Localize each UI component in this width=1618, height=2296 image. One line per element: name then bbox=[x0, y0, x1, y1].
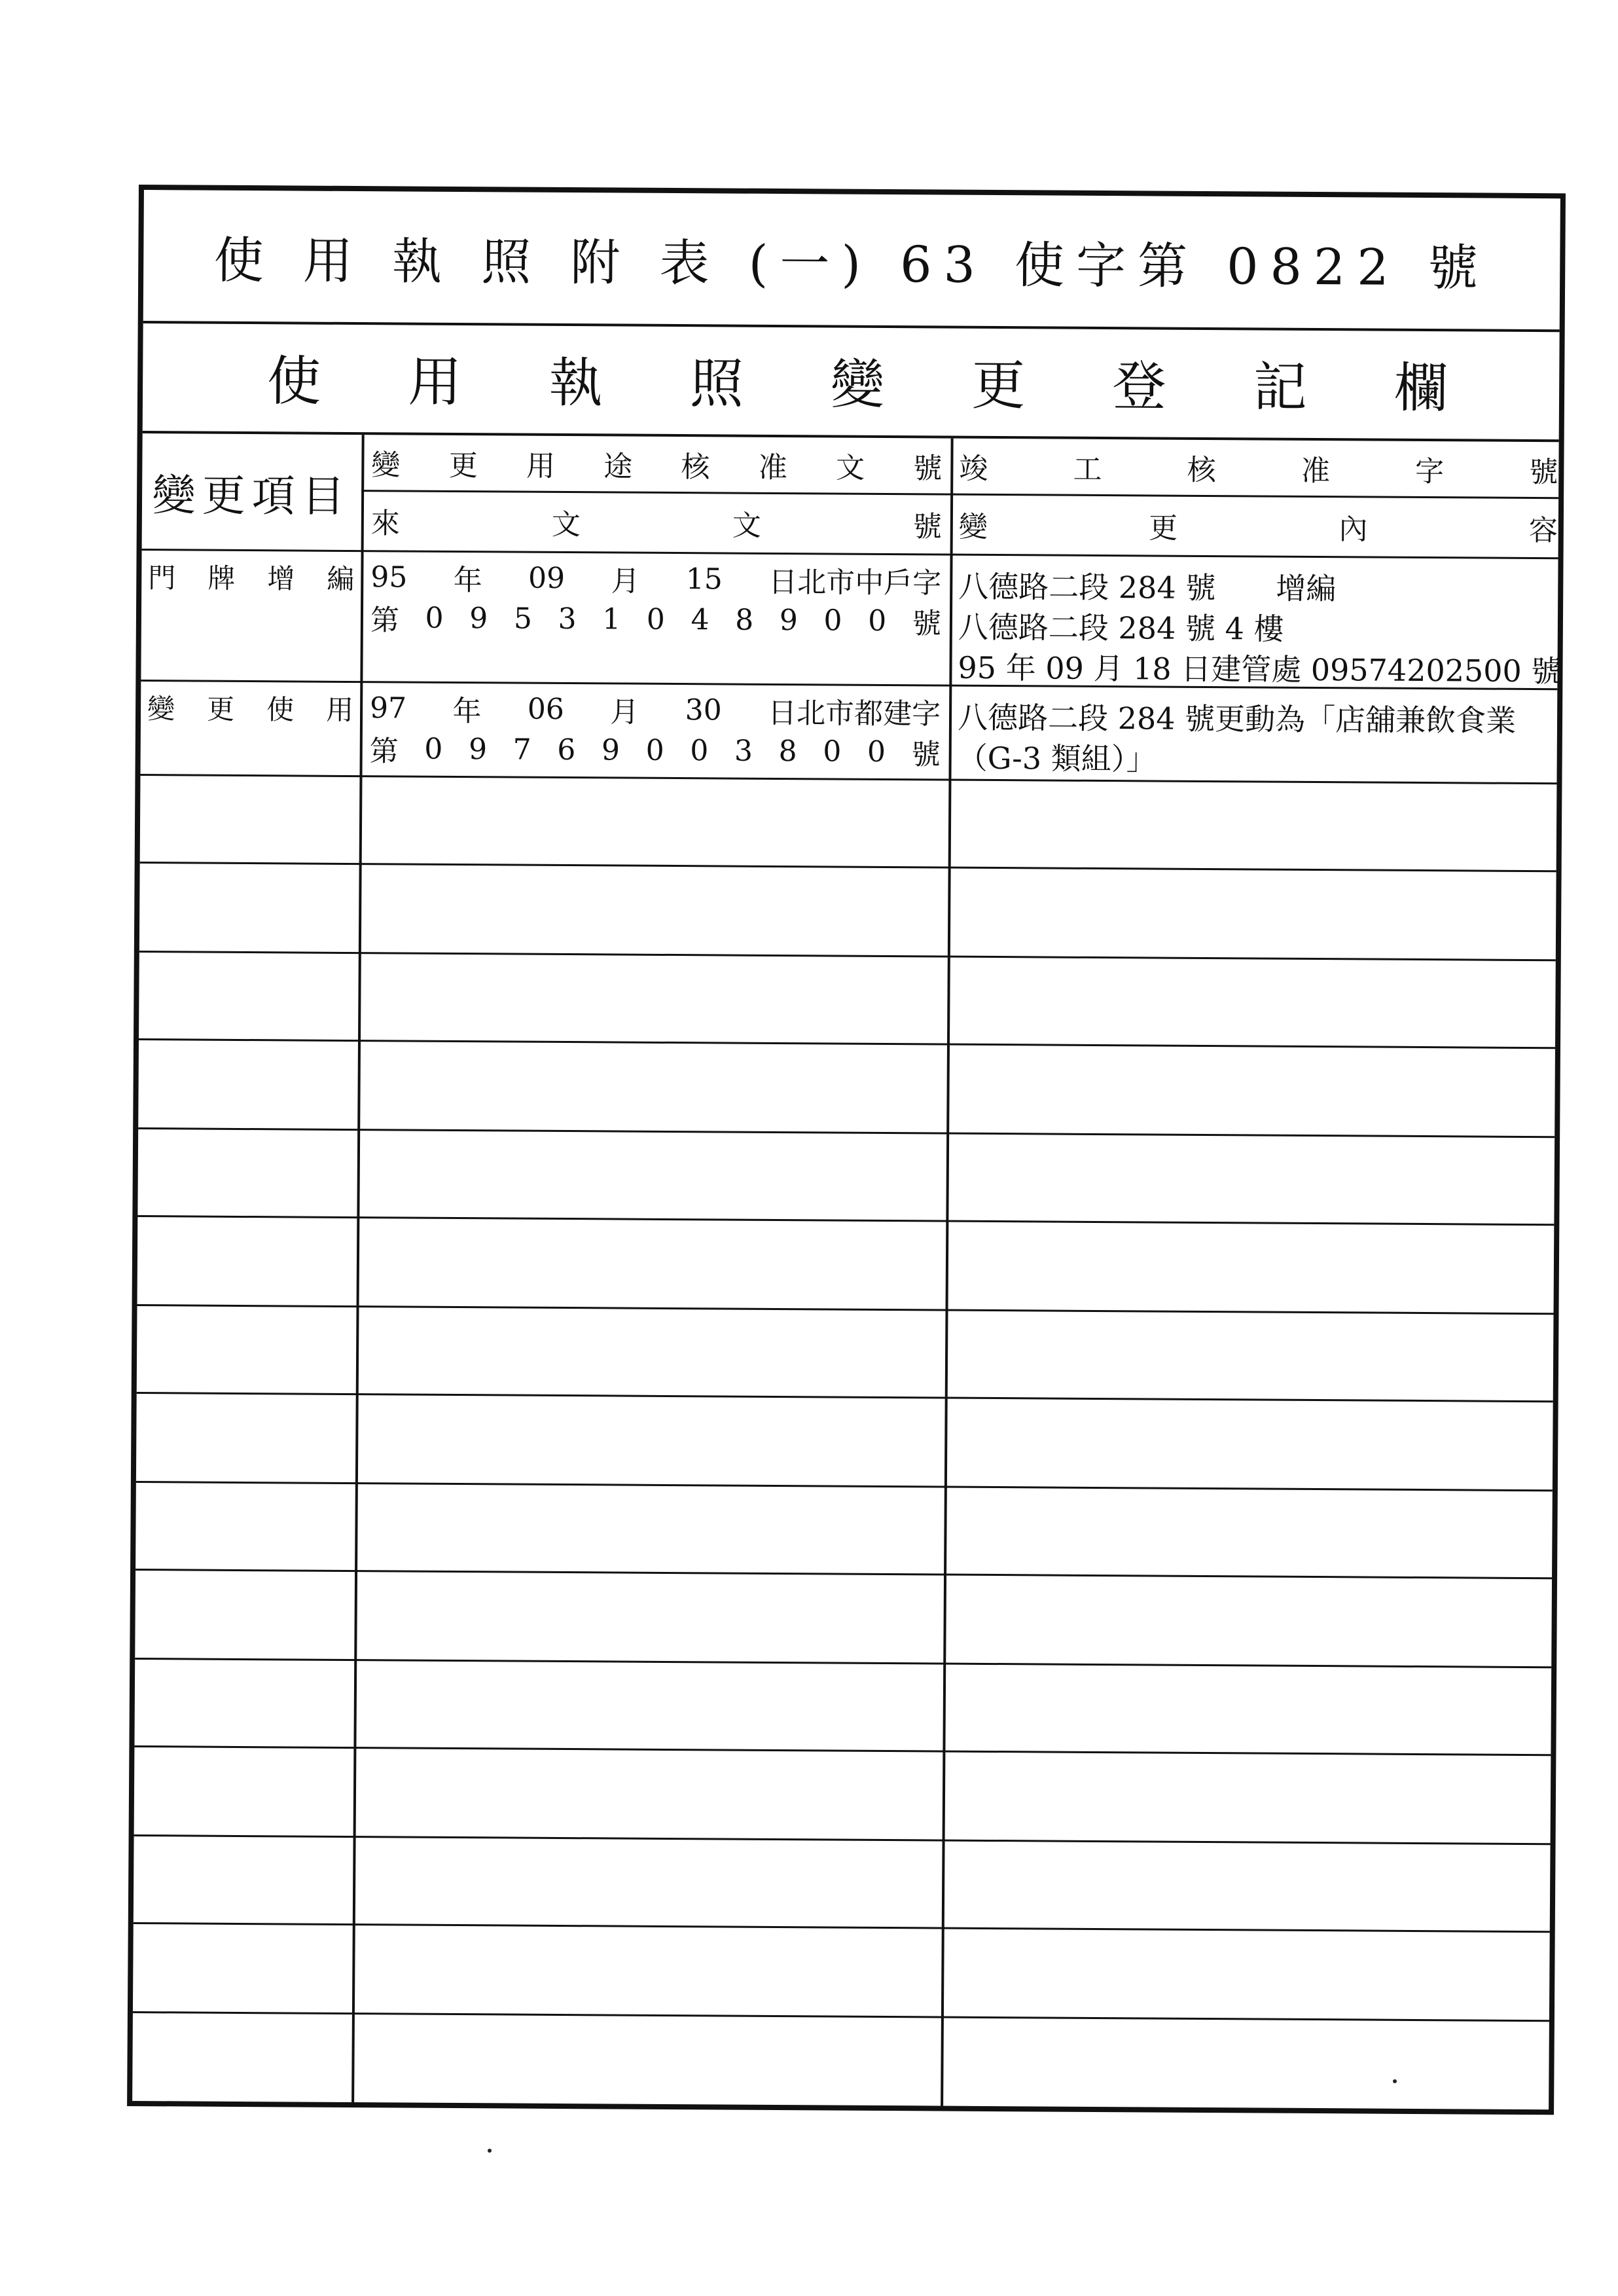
doc-digit: 號 bbox=[912, 607, 941, 641]
header-incoming-doc-no bbox=[371, 491, 943, 553]
section-title-char: 變 bbox=[830, 353, 885, 416]
header-char: 核 bbox=[1187, 453, 1216, 488]
row-line bbox=[140, 862, 1556, 872]
header-char: 用 bbox=[526, 449, 556, 483]
doc-digit: 0 bbox=[425, 601, 444, 635]
doc-digit: 0 bbox=[645, 733, 664, 767]
change-record-table bbox=[132, 433, 1562, 2109]
header-approval-doc-no bbox=[371, 435, 942, 493]
doc-part: 月 bbox=[610, 695, 639, 729]
doc-part: 95 bbox=[370, 560, 408, 594]
doc-part: 日北市都建字 bbox=[767, 696, 941, 731]
doc-digit: 0 bbox=[424, 732, 443, 766]
column-divider bbox=[351, 435, 365, 2102]
row-line bbox=[137, 1392, 1553, 1402]
doc-part: 年 bbox=[453, 563, 482, 598]
header-char: 文 bbox=[732, 509, 761, 543]
section-title-char: 欄 bbox=[1393, 357, 1448, 420]
row-item-char: 增 bbox=[267, 562, 295, 595]
header-char: 字 bbox=[1414, 454, 1445, 489]
section-title-char: 登 bbox=[1112, 355, 1166, 418]
row-line bbox=[134, 1922, 1550, 1933]
row-content-line: 八德路二段 284 號 增編 bbox=[958, 568, 1337, 607]
row-content-line: 八德路二段 284 號更動為「店舖兼飲食業 bbox=[957, 699, 1517, 738]
header-char: 來 bbox=[370, 507, 400, 541]
doc-part: 年 bbox=[452, 694, 482, 729]
row-item-label bbox=[148, 558, 354, 596]
row-line bbox=[135, 1658, 1551, 1668]
row-item-char: 更 bbox=[206, 693, 235, 725]
header-char: 文 bbox=[835, 451, 865, 485]
row-content-line: 八德路二段 284 號 4 樓 bbox=[958, 609, 1284, 647]
license-change-form bbox=[127, 185, 1566, 2115]
row-line bbox=[134, 1745, 1551, 1756]
doc-digit: 9 bbox=[469, 601, 488, 635]
section-title-char: 記 bbox=[1253, 355, 1308, 419]
doc-digit: 號 bbox=[911, 738, 941, 772]
doc-part: 30 bbox=[685, 693, 722, 727]
row-line bbox=[134, 1834, 1551, 1845]
row-line bbox=[139, 1038, 1555, 1049]
doc-part: 97 bbox=[369, 691, 407, 725]
scan-speck bbox=[1393, 2079, 1397, 2083]
doc-digit: 0 bbox=[823, 603, 842, 638]
header-change-item-label: 變更項目 bbox=[152, 469, 351, 522]
header-char: 准 bbox=[758, 450, 787, 485]
row-line bbox=[138, 1127, 1555, 1138]
section-title-char: 使 bbox=[266, 350, 321, 413]
doc-part: 09 bbox=[528, 561, 566, 595]
doc-digit: 0 bbox=[646, 602, 666, 636]
section-title-char: 用 bbox=[408, 351, 462, 414]
header-change-content bbox=[959, 495, 1558, 558]
row-doc-date bbox=[370, 556, 941, 600]
header-change-item bbox=[142, 433, 362, 550]
doc-digit: 4 bbox=[691, 602, 710, 636]
doc-digit: 9 bbox=[468, 732, 488, 766]
doc-digit: 6 bbox=[557, 733, 576, 767]
header-char: 號 bbox=[913, 452, 943, 486]
page-title-text: 使 用 執 照 附 表 (一) 63 使字第 0822 號 bbox=[213, 230, 1490, 297]
row-item-char: 門 bbox=[148, 562, 176, 594]
section-title-char: 更 bbox=[971, 354, 1026, 417]
row-item-char: 變 bbox=[147, 693, 175, 725]
row-line bbox=[136, 1481, 1553, 1491]
doc-digit: 8 bbox=[735, 603, 754, 637]
doc-digit: 0 bbox=[690, 733, 709, 767]
row-doc-number bbox=[370, 728, 941, 772]
doc-part: 06 bbox=[527, 692, 565, 726]
header-char: 更 bbox=[1148, 511, 1178, 545]
doc-digit: 0 bbox=[867, 735, 886, 769]
row-content-line: （G-3 類組）」 bbox=[957, 740, 1157, 777]
doc-digit: 9 bbox=[601, 733, 620, 767]
header-char: 變 bbox=[958, 510, 988, 544]
header-char: 更 bbox=[448, 448, 478, 483]
section-title-char: 執 bbox=[548, 352, 603, 414]
page-title bbox=[143, 190, 1560, 332]
header-char: 文 bbox=[551, 507, 581, 542]
doc-digit: 7 bbox=[512, 733, 531, 767]
doc-part: 日北市中戶字 bbox=[768, 565, 942, 600]
doc-digit: 3 bbox=[558, 602, 577, 636]
row-item-char: 牌 bbox=[207, 562, 236, 594]
header-completion-no bbox=[959, 439, 1558, 498]
header-char: 號 bbox=[1529, 455, 1558, 490]
row-line bbox=[137, 1304, 1554, 1315]
row-doc-date bbox=[370, 687, 941, 731]
header-char: 竣 bbox=[959, 452, 988, 486]
header-char: 核 bbox=[681, 450, 710, 484]
header-char: 變 bbox=[371, 448, 401, 483]
header-char: 號 bbox=[912, 510, 942, 544]
row-item-char: 使 bbox=[266, 693, 295, 726]
doc-digit: 0 bbox=[868, 604, 887, 638]
row-item-char: 用 bbox=[325, 693, 354, 727]
doc-digit: 1 bbox=[602, 602, 621, 636]
row-line bbox=[140, 774, 1556, 784]
header-char: 內 bbox=[1339, 513, 1368, 547]
section-title-char: 照 bbox=[689, 352, 744, 416]
section-title bbox=[143, 321, 1560, 442]
row-item-char: 編 bbox=[327, 562, 355, 596]
doc-digit: 第 bbox=[370, 604, 400, 638]
doc-digit: 3 bbox=[734, 734, 753, 768]
doc-digit: 8 bbox=[778, 734, 797, 768]
doc-digit: 5 bbox=[513, 602, 533, 636]
row-line bbox=[133, 2011, 1549, 2022]
column-divider bbox=[941, 439, 954, 2106]
row-content-line: 95 年 09 月 18 日建管處 09574202500 號 bbox=[958, 649, 1562, 689]
scan-speck bbox=[488, 2149, 492, 2153]
header-char: 途 bbox=[603, 450, 633, 484]
row-doc-number bbox=[370, 597, 941, 641]
row-line bbox=[139, 951, 1556, 961]
row-line bbox=[135, 1569, 1552, 1579]
row-line bbox=[137, 1215, 1554, 1226]
doc-digit: 9 bbox=[779, 603, 799, 637]
doc-part: 15 bbox=[685, 562, 723, 596]
doc-digit: 第 bbox=[369, 735, 399, 769]
header-char: 准 bbox=[1301, 454, 1331, 488]
header-char: 工 bbox=[1073, 452, 1102, 486]
row-item-label bbox=[147, 689, 353, 727]
doc-part: 月 bbox=[611, 564, 640, 598]
header-char: 容 bbox=[1528, 513, 1558, 548]
doc-digit: 0 bbox=[823, 734, 842, 769]
